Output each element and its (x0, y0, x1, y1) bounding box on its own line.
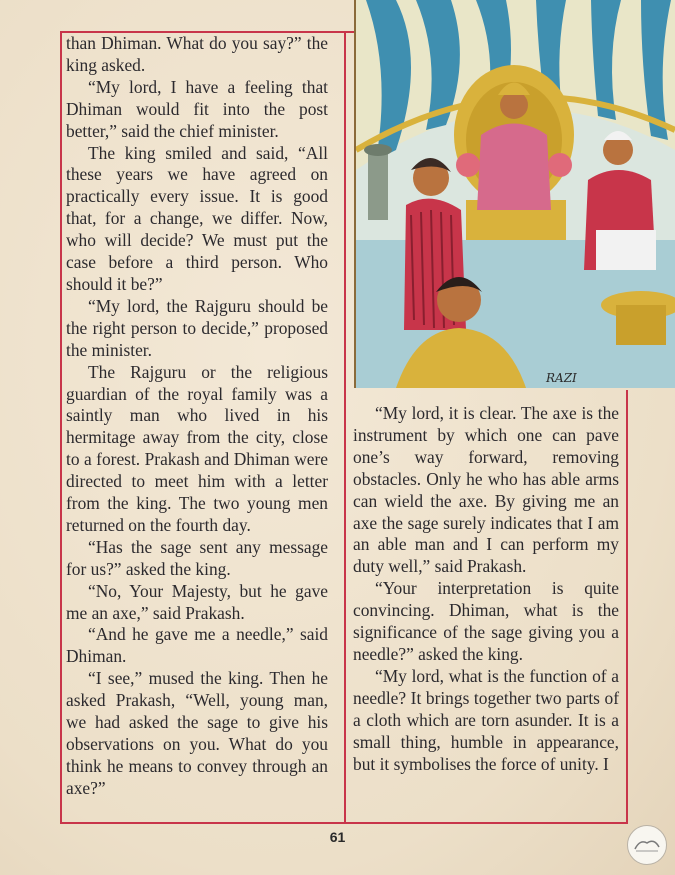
paragraph: “Has the sage sent any message for us?” asked the king. (66, 536, 328, 579)
frame-left-line (60, 31, 62, 824)
paragraph: “My lord, it is clear. The axe is the instrument by which one can pave one’s way forward, removing obstacles. Only he who has able arms can wield the axe. By giving me an axe the sage surely indicates that I am an able man and I can perform my duty well,” said Prakash. (353, 403, 619, 577)
frame-right-line (626, 390, 628, 824)
frame-center-line (344, 31, 346, 824)
paragraph: “And he gave me a needle,” said Dhiman. (66, 624, 328, 667)
paragraph: “Your interpretation is quite convincing. Dhiman, what is the significance of the sage giving you a needle?” asked the king. (353, 578, 619, 664)
artist-signature: RAZI (546, 371, 577, 385)
paragraph: “My lord, what is the function of a needle? It brings together two parts of a cloth which are torn asunder. It is a small thing, humble in appearance, but it symbolises the force of unity. I (353, 665, 619, 774)
paragraph: “My lord, the Rajguru should be the right person to decide,” proposed the minister. (66, 295, 328, 360)
royal-court-scene (356, 0, 675, 388)
left-text-column (66, 33, 328, 800)
paragraph: “My lord, I have a feeling that Dhiman would fit into the post better,” said the chief minister. (66, 76, 328, 141)
library-stamp-icon (627, 825, 667, 865)
frame-bottom-line (60, 822, 628, 824)
lamp (364, 144, 392, 220)
story-illustration (354, 0, 675, 388)
page-number: 61 (329, 829, 346, 845)
paragraph: “No, Your Majesty, but he gave me an axe,” said Prakash. (66, 580, 328, 623)
paragraph: The Rajguru or the religious guardian of the royal family was a saintly man who lived in his hermitage away from the city, close to a forest. Prakash and Dhiman were directed to meet him with a letter from the king. The two young men returned on the fourth day. (66, 361, 328, 535)
paragraph: The king smiled and said, “All these years we have agreed on practically every issue. It is good that, for a change, we differ. Now, who will decide? We must put the case before a third person. Who should it be?” (66, 142, 328, 294)
paragraph: “I see,” mused the king. Then he asked Prakash, “Well, young man, we had asked the sage to give his observations on you. What do you think he means to convey through an axe?” (66, 668, 328, 798)
right-text-column (353, 403, 619, 775)
paragraph: than Dhiman. What do you say?” the king asked. (66, 33, 328, 75)
